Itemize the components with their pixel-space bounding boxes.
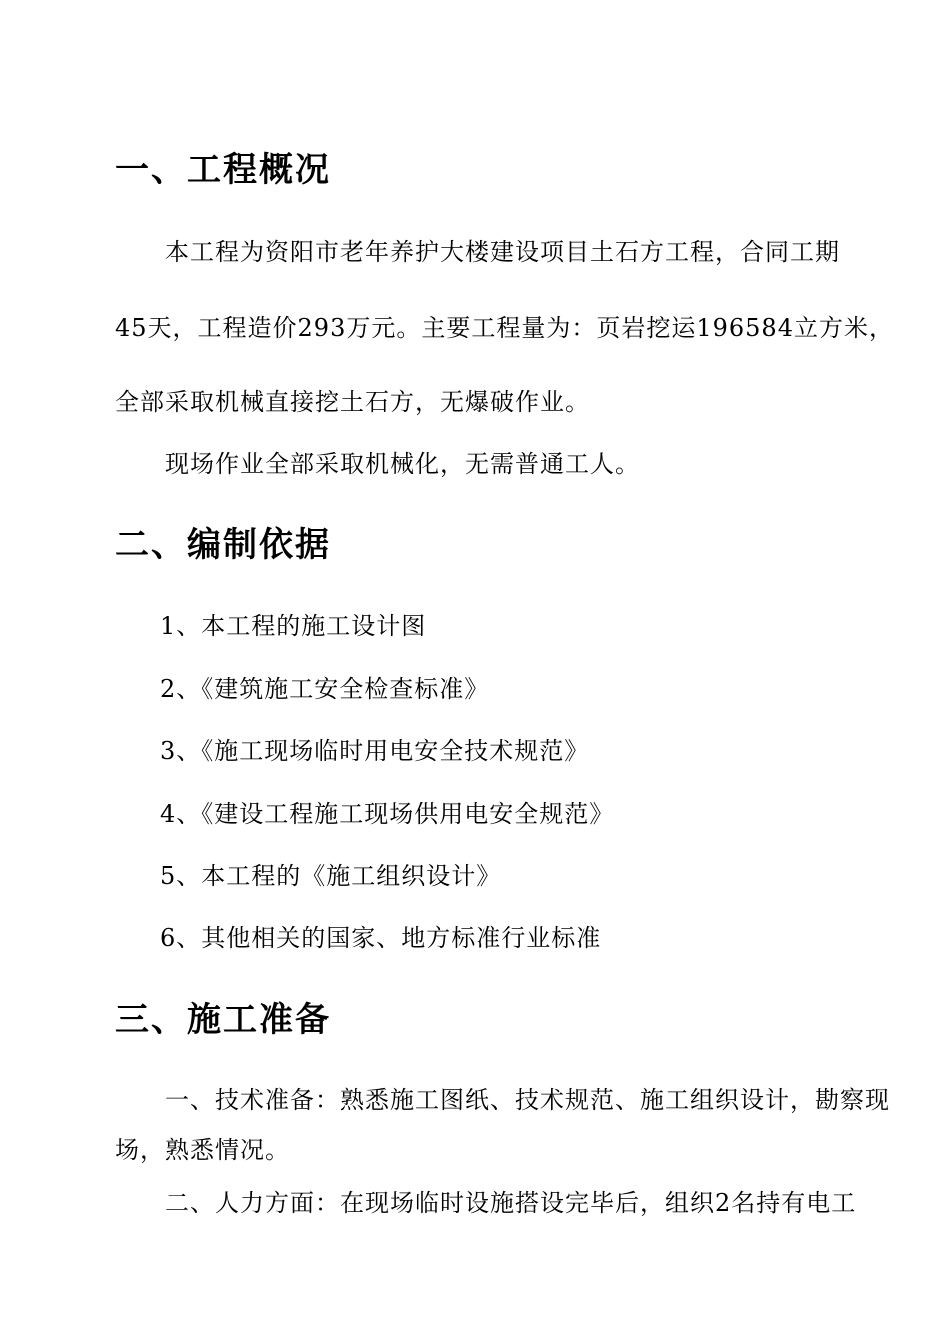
section-1-paragraph-1-line-1: 本工程为资阳市老年养护大楼建设项目土石方工程，合同工期 <box>165 238 840 266</box>
section-3-paragraph-1-line-2: 场，熟悉情况。 <box>115 1136 290 1164</box>
list-item: 6、其他相关的国家、地方标准行业标准 <box>160 924 602 952</box>
list-item: 4、《建设工程施工现场供用电安全规范》 <box>160 800 615 828</box>
list-item: 2、《建筑施工安全检查标准》 <box>160 675 490 703</box>
section-1-paragraph-1-line-3: 全部采取机械直接挖土石方，无爆破作业。 <box>115 388 590 416</box>
section-3-paragraph-2-line-1: 二、人力方面：在现场临时设施搭设完毕后，组织2名持有电工 <box>165 1189 857 1217</box>
section-1-heading: 一、工程概况 <box>115 150 331 190</box>
section-1-paragraph-1-line-2: 45天，工程造价293万元。主要工程量为：页岩挖运196584立方米， <box>115 314 894 342</box>
section-2-heading: 二、编制依据 <box>115 525 331 565</box>
list-item: 1、本工程的施工设计图 <box>160 612 427 640</box>
list-item: 3、《施工现场临时用电安全技术规范》 <box>160 737 590 765</box>
list-item: 5、本工程的《施工组织设计》 <box>160 862 502 890</box>
section-3-paragraph-1-line-1: 一、技术准备：熟悉施工图纸、技术规范、施工组织设计，勘察现 <box>165 1086 890 1114</box>
section-1-paragraph-2: 现场作业全部采取机械化，无需普通工人。 <box>165 450 640 478</box>
section-3-heading: 三、施工准备 <box>115 1000 331 1040</box>
